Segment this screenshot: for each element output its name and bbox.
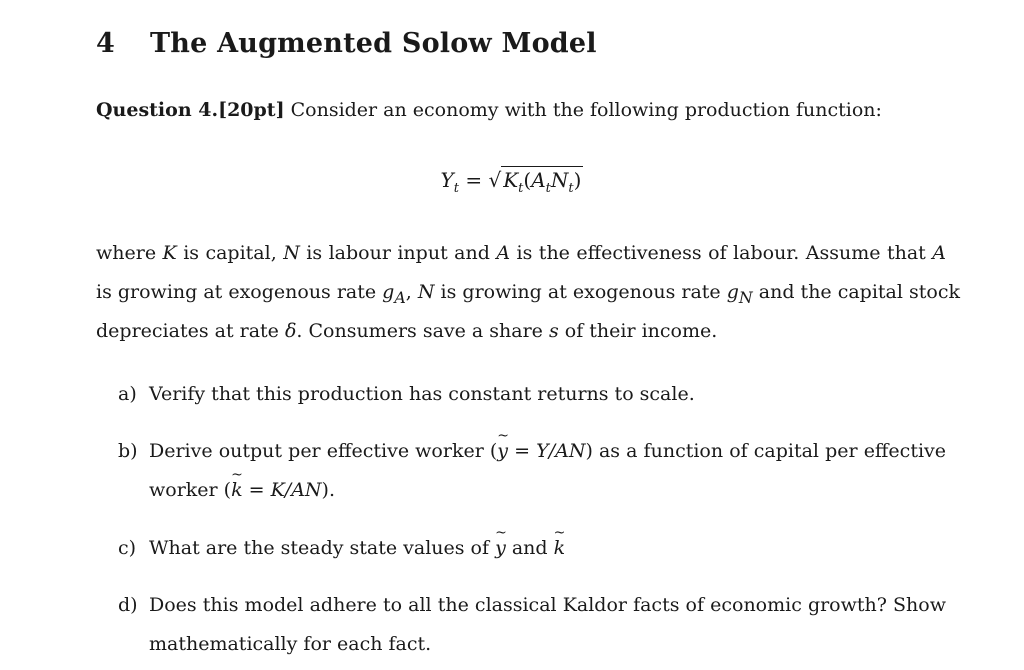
text-run: What are the steady state values of <box>149 537 496 559</box>
text-run: is growing at exogenous rate <box>96 281 383 303</box>
eq-lhs-sub: t <box>453 181 459 196</box>
list-item-b-continuation <box>149 479 335 501</box>
eq-n-sub: t <box>568 181 574 196</box>
eq-a: A <box>531 168 546 192</box>
text-run: and the capital stock <box>752 281 960 303</box>
eq-lhs: Y <box>440 168 454 192</box>
text-run: ) as a function of capital per effective <box>585 440 947 462</box>
paragraph-line-2 <box>96 281 960 307</box>
section-heading <box>96 28 597 59</box>
text-run: Does this model adhere to all the classical Kaldor facts of economic growth? Show <box>149 594 946 616</box>
list-item-b <box>118 440 946 462</box>
paragraph-line-3 <box>96 320 946 342</box>
item-label: a) <box>118 383 137 405</box>
eq-k: K <box>503 168 519 192</box>
question-label: Question 4.[20pt] <box>96 99 285 121</box>
eq-a-sub: t <box>545 181 551 196</box>
text-run: = <box>242 479 271 501</box>
question-intro: Consider an economy with the following production function: <box>284 99 882 121</box>
math-var: N <box>417 281 435 303</box>
item-label: d) <box>118 594 138 616</box>
list-item-d-continuation <box>149 633 431 655</box>
math-var: g <box>382 281 395 303</box>
math-subscript: N <box>738 287 753 307</box>
text-run: where <box>96 242 163 264</box>
text-run: Derive output per effective worker ( <box>149 440 498 462</box>
list-item-d <box>118 594 946 616</box>
text-run: ). <box>321 479 335 501</box>
text-run: . Consumers save a share <box>296 320 549 342</box>
eq-n: N <box>550 168 569 192</box>
math-var: A <box>496 242 511 264</box>
math-var: δ <box>284 320 297 342</box>
paragraph-line-1 <box>96 242 946 264</box>
text-run: is the effectiveness of labour. Assume that <box>510 242 933 264</box>
eq-equals: = <box>458 168 489 192</box>
text-run: of their income. <box>558 320 718 342</box>
text-run: mathematically for each fact. <box>149 633 432 655</box>
eq-open-paren: ( <box>523 168 532 192</box>
math-expr: K/AN <box>270 479 322 501</box>
list-item-c <box>118 537 565 559</box>
math-var: K <box>162 242 177 264</box>
text-run: = <box>508 440 537 462</box>
text-run: worker ( <box>149 479 232 501</box>
item-text: Verify that this production has constant returns to scale. <box>149 383 695 405</box>
math-subscript: A <box>394 287 406 307</box>
question-prompt <box>96 99 882 121</box>
sqrt-symbol: √ <box>488 168 502 192</box>
math-var: s <box>548 320 559 342</box>
math-var: g <box>726 281 739 303</box>
eq-close-paren: ) <box>573 168 582 192</box>
sqrt-body <box>501 166 583 196</box>
section-title: The Augmented Solow Model <box>150 28 597 59</box>
text-run: is growing at exogenous rate <box>434 281 727 303</box>
list-item-a <box>118 383 695 405</box>
section-number: 4 <box>96 28 115 59</box>
math-var-ytilde: ~ y <box>497 440 508 462</box>
math-expr: Y/AN <box>536 440 586 462</box>
math-var-ktilde: ~ k <box>554 537 566 559</box>
text-run: , <box>405 281 418 303</box>
math-var: N <box>283 242 300 264</box>
text-run: and <box>505 537 554 559</box>
text-run: depreciates at rate <box>96 320 285 342</box>
item-label: c) <box>118 537 137 559</box>
text-run: is capital, <box>176 242 284 264</box>
math-var-ktilde: ~ k <box>231 479 243 501</box>
text-run: is labour input and <box>299 242 497 264</box>
production-function-equation <box>0 168 1024 196</box>
eq-k-sub: t <box>518 181 524 196</box>
item-label: b) <box>118 440 138 462</box>
math-var-ytilde: ~ y <box>495 537 506 559</box>
math-var: A <box>932 242 946 264</box>
